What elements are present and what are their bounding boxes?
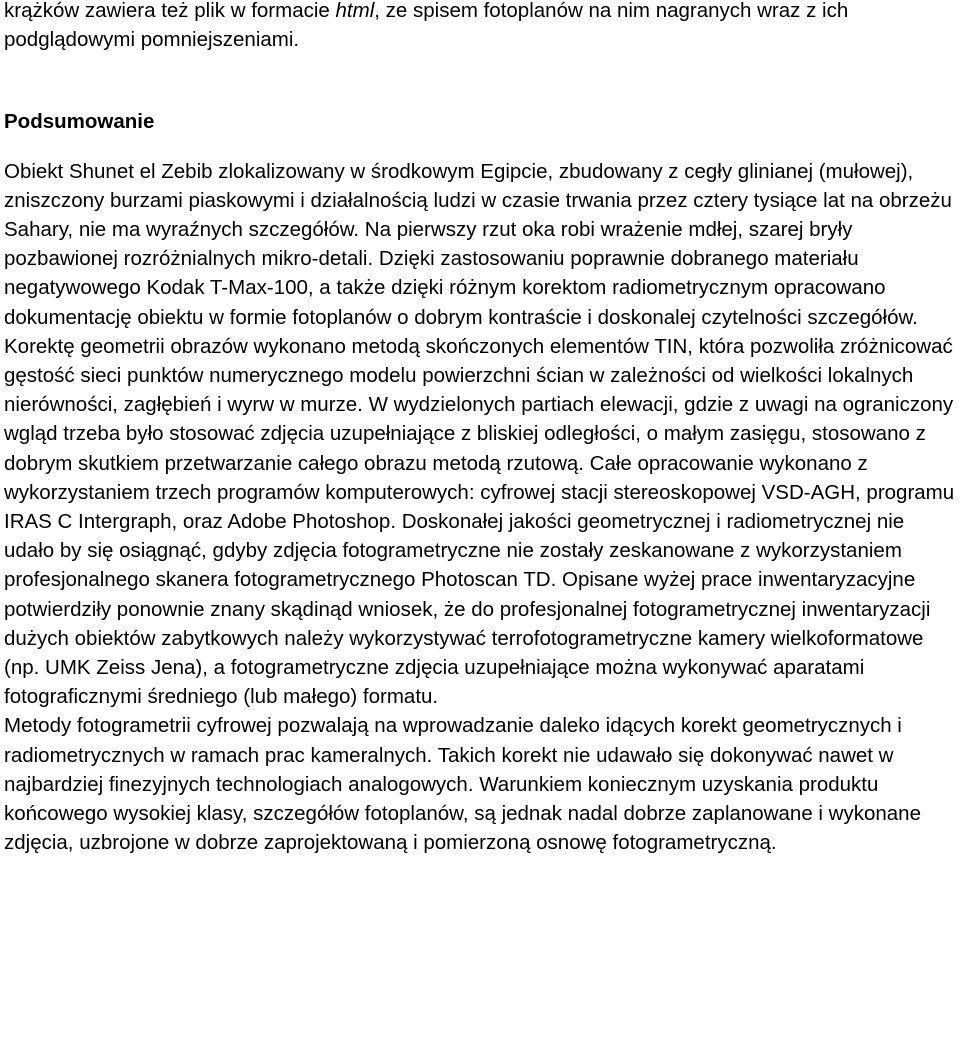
intro-text-end: , ze spisem fotoplanów na nim nagranych wraz z ich podglądowymi pomniejszeniami. — [4, 0, 849, 52]
summary-paragraph-2: Metody fotogrametrii cyfrowej pozwalają na wprowadzanie daleko idących korekt geometrycznych i radiometrycznych w ramach prac kameralnych. Takich korekt nie udawało się dokonywać nawet w najbardziej finezyjnych technologiach analogowych. Warunkiem koniecznym uzyskania produktu końcowego wysokiej klasy, szczegółów fotoplanów, są jednak nadal dobrze zaplanowane i wykonane zdjęcia, uzbrojone w dobrze zaprojektowaną i pomierzoną osnowę fotogrametryczną. — [4, 714, 921, 855]
intro-paragraph — [4, 0, 956, 54]
document-page — [4, 0, 956, 857]
intro-text-start: krążków zawiera też plik w formacie — [4, 0, 336, 22]
section-heading: Podsumowanie — [4, 110, 155, 134]
intro-italic-term: html — [335, 0, 375, 22]
summary-paragraph-1: Obiekt Shunet el Zebib zlokalizowany w środkowym Egipcie, zbudowany z cegły glinianej (mułowej), zniszczony burzami piaskowymi i działalnością ludzi w czasie trwania przez cztery tysiące lat na obrzeżu Sahary, nie ma wyraźnych szczegółów. Na pierwszy rzut oka robi wrażenie mdłej, szarej bryły pozbawionej rozróżnialnych mikro-detali. Dzięki zastosowaniu poprawnie dobranego materiału negatywowego Kodak T-Max-100, a także dzięki różnym korektom radiometrycznym opracowano dokumentację obiektu w formie fotoplanów o dobrym kontraście i doskonalej czytelności szczegółów. Korektę geometrii obrazów wykonano metodą skończonych elementów TIN, która pozwoliła zróżnicować gęstość sieci punktów numerycznego modelu powierzchni ścian w zależności od wielkości lokalnych nierówności, zagłębień i wyrw w murze. W wydzielonych partiach elewacji, gdzie z uwagi na ograniczony wgląd trzeba było stosować zdjęcia uzupełniające z bliskiej odległości, o małym zasięgu, stosowano z dobrym skutkiem przetwarzanie całego obrazu metodą rzutową. Całe opracowanie wykonano z wykorzystaniem trzech programów komputerowych: cyfrowej stacji stereoskopowej VSD-AGH, programu IRAS C Intergraph, oraz Adobe Photoshop. Doskonałej jakości geometrycznej i radiometrycznej nie udało by się osiągnąć, gdyby zdjęcia fotogrametryczne nie zostały zeskanowane z wykorzystaniem profesjonalnego skanera fotogrametrycznego Photoscan TD. Opisane wyżej prace inwentaryzacyjne potwierdziły ponownie znany skądinąd wniosek, że do profesjonalnej fotogrametrycznej inwentaryzacji dużych obiektów zabytkowych należy wykorzystywać terrofotogrametryczne kamery wielkoformatowe (np. UMK Zeiss Jena), a fotogrametryczne zdjęcia uzupełniające można wykonywać aparatami fotograficznymi średniego (lub małego) formatu. — [4, 159, 955, 709]
